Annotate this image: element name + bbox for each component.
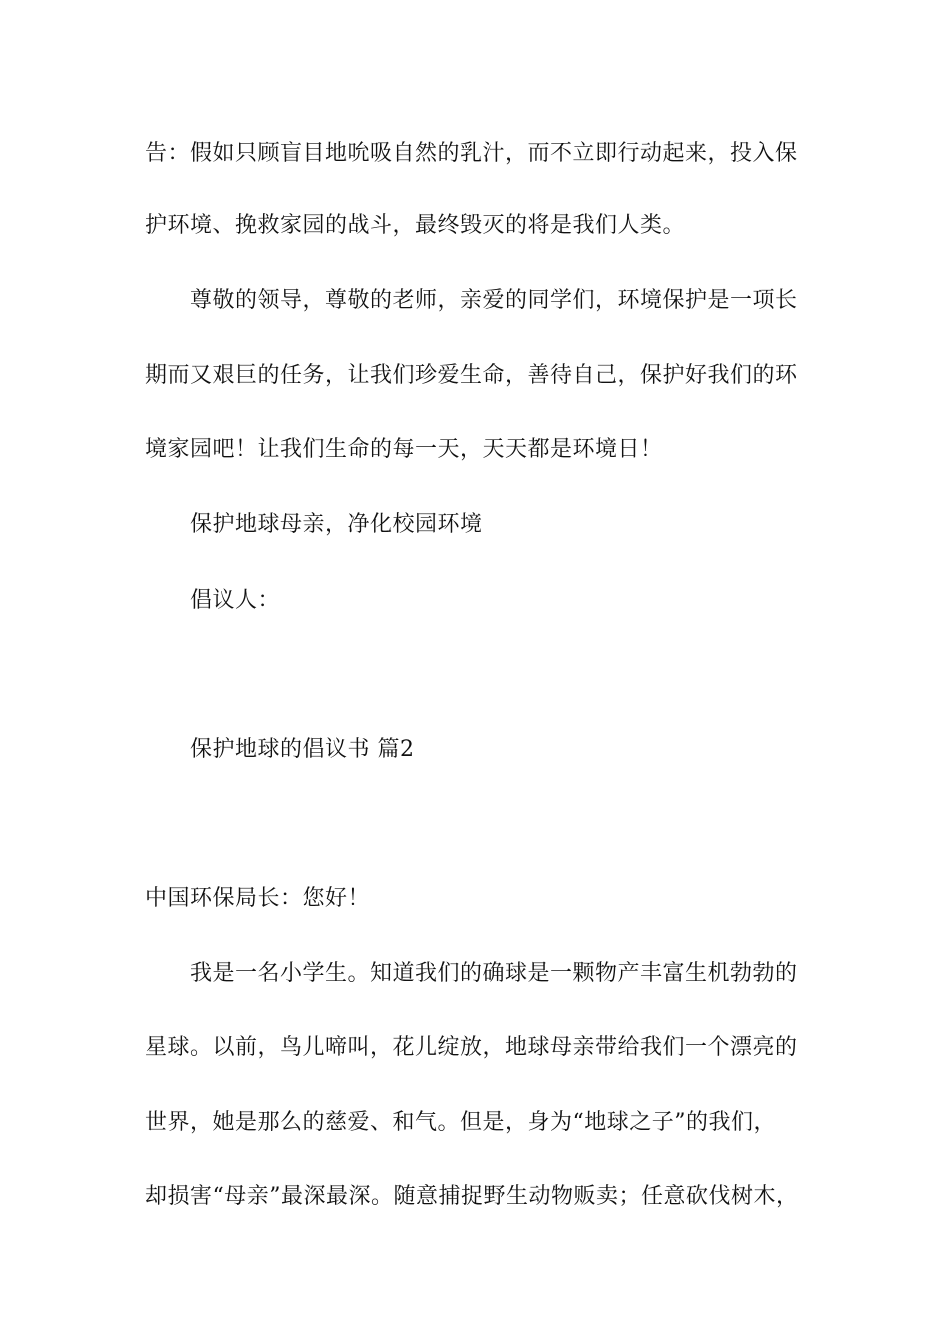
section-heading: 保护地球的倡议书 篇2 xyxy=(190,737,415,762)
paragraph-line: 护环境、挽救家园的战斗，最终毁灭的将是我们人类。 xyxy=(145,213,686,238)
paragraph-line: 境家园吧！让我们生命的每一天，天天都是环境日！ xyxy=(145,437,663,462)
slogan-line: 保护地球母亲，净化校园环境 xyxy=(190,512,483,537)
paragraph-line: 告：假如只顾盲目地吮吸自然的乳汁，而不立即行动起来，投入保 xyxy=(145,141,798,166)
paragraph-line: 尊敬的领导，尊敬的老师，亲爱的同学们，环境保护是一项长 xyxy=(190,288,798,313)
paragraph-line: 却损害“母亲”最深最深。随意捕捉野生动物贩卖；任意砍伐树木， xyxy=(145,1184,799,1209)
signature-label: 倡议人： xyxy=(190,588,281,613)
salutation-line: 中国环保局长：您好！ xyxy=(145,886,371,911)
paragraph-line: 我是一名小学生。知道我们的确球是一颗物产丰富生机勃勃的 xyxy=(190,961,798,986)
paragraph-line: 星球。以前，鸟儿啼叫，花儿绽放，地球母亲带给我们一个漂亮的 xyxy=(145,1035,798,1060)
paragraph-line: 世界，她是那么的慈爱、和气。但是，身为“地球之子”的我们， xyxy=(145,1110,776,1135)
paragraph-line: 期而又艰巨的任务，让我们珍爱生命，善待自己，保护好我们的环 xyxy=(145,363,798,388)
